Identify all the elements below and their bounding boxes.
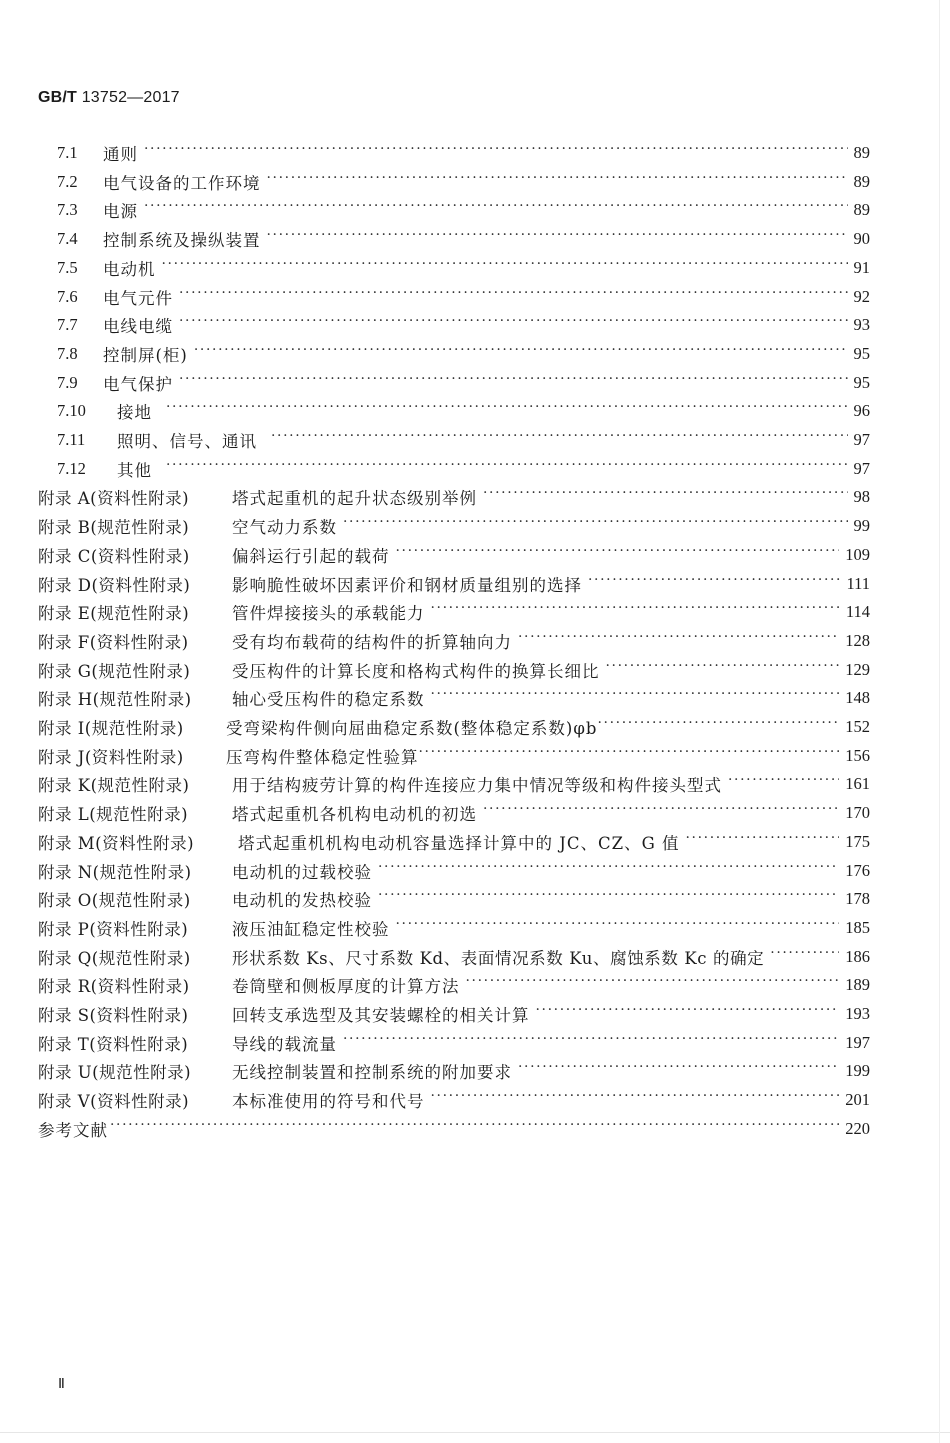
appendix-label: 附录 I(规范性附录) [38, 719, 184, 738]
toc-entry[interactable] [0, 168, 870, 196]
page-number: 89 [853, 143, 870, 162]
section-number: 7.10 [57, 401, 86, 421]
page-number: 97 [853, 430, 870, 449]
appendix-label: 附录 O(规范性附录) [38, 891, 191, 911]
appendix-label: 附录 H(规范性附录) [38, 690, 192, 710]
page-number: 97 [853, 458, 870, 478]
toc-entry[interactable] [0, 225, 870, 253]
appendix-label: 附录 B(规范性附录) [38, 518, 190, 538]
toc-entry-appendix-r[interactable] [0, 971, 870, 999]
leader-dots [179, 369, 848, 397]
appendix-label: 附录 G(规范性附录) [38, 661, 191, 681]
references-title: 参考文献 [38, 1120, 108, 1140]
appendix-title: 塔式起重机机构电动机容量选择计算中的 JC、CZ、G 值 [238, 833, 680, 853]
toc-entry-appendix-t[interactable] [0, 1029, 870, 1057]
leader-dots [343, 512, 848, 540]
section-number: 7.3 [57, 200, 78, 220]
toc-entry-appendix-m[interactable] [0, 828, 870, 856]
page-number: 90 [853, 229, 870, 249]
section-title: 电气设备的工作环境 [103, 173, 261, 193]
page-number: 96 [853, 401, 870, 421]
appendix-title: 塔式起重机的起升状态级别举例 [232, 489, 477, 509]
appendix-label: 附录 U(规范性附录) [38, 1063, 192, 1083]
page-number: 152 [845, 717, 870, 736]
page-number: 193 [845, 1004, 870, 1023]
toc-entry[interactable] [0, 254, 870, 282]
leader-dots [144, 196, 848, 224]
appendix-title: 用于结构疲劳计算的构件连接应力集中情况等级和构件接头型式 [232, 776, 722, 796]
standard-prefix: GB/T [38, 89, 78, 106]
appendix-title: 无线控制装置和控制系统的附加要求 [232, 1063, 512, 1083]
section-number: 7.2 [57, 171, 78, 191]
leader-dots [483, 799, 839, 827]
appendix-label: 附录 J(资料性附录) [38, 747, 184, 767]
appendix-label: 附录 T(资料性附录) [38, 1034, 189, 1054]
toc-entry-appendix-k[interactable] [0, 770, 870, 798]
toc-entry-appendix-h[interactable] [0, 684, 870, 712]
leader-dots [267, 225, 848, 253]
page-number: 199 [845, 1061, 870, 1081]
appendix-title: 偏斜运行引起的载荷 [232, 546, 390, 566]
appendix-label: 附录 F(资料性附录) [38, 632, 189, 652]
toc-entry-appendix-c[interactable] [0, 541, 870, 569]
section-title: 照明、信号、通讯 [117, 432, 257, 451]
leader-dots [588, 570, 840, 598]
appendix-title: 受压构件的计算长度和格构式构件的换算长细比 [232, 661, 600, 681]
section-title: 电源 [103, 202, 138, 222]
leader-dots [598, 713, 840, 741]
leader-dots [536, 1000, 840, 1028]
page-number: 201 [845, 1090, 870, 1110]
toc-entry-appendix-f[interactable] [0, 627, 870, 655]
toc-entry-appendix-e[interactable] [0, 598, 870, 626]
section-number: 7.4 [57, 229, 78, 249]
page-number: 175 [845, 831, 870, 851]
toc-entry-appendix-g[interactable] [0, 656, 870, 684]
page-number: 89 [853, 200, 870, 220]
page-number: 95 [853, 343, 870, 363]
appendix-label: 附录 E(规范性附录) [38, 604, 190, 624]
toc-entry[interactable] [0, 369, 870, 397]
page-number: 129 [845, 659, 870, 679]
document-header [38, 89, 180, 107]
toc-entry-appendix-b[interactable] [0, 512, 870, 540]
toc-entry[interactable] [0, 283, 870, 311]
page-number: 170 [845, 803, 870, 823]
leader-dots [518, 1057, 839, 1085]
appendix-title: 电动机的发热校验 [232, 891, 372, 911]
toc-entry-appendix-l[interactable] [0, 799, 870, 827]
section-title: 电动机 [103, 259, 156, 279]
section-title: 接地 [117, 403, 152, 423]
leader-dots [179, 311, 848, 339]
page-number: 178 [845, 889, 870, 909]
section-title: 电线电缆 [103, 317, 173, 337]
leader-dots [271, 426, 848, 454]
appendix-title: 管件焊接接头的承载能力 [232, 604, 425, 624]
page-number: 92 [853, 286, 870, 306]
page-number: 95 [853, 372, 870, 392]
page-right-edge [939, 0, 940, 1443]
section-number: 7.9 [57, 372, 78, 392]
page-number: 91 [853, 257, 870, 277]
page-number: 220 [845, 1118, 870, 1138]
page-number: 128 [845, 630, 870, 650]
section-number: 7.1 [57, 143, 78, 162]
appendix-title: 液压油缸稳定性校验 [232, 919, 390, 939]
appendix-title: 电动机的过载校验 [232, 862, 372, 882]
leader-dots [728, 770, 839, 798]
appendix-label: 附录 V(资料性附录) [38, 1092, 190, 1112]
toc-entry-appendix-q[interactable] [0, 943, 870, 971]
leader-dots [686, 828, 840, 856]
appendix-title: 回转支承选型及其安装螺栓的相关计算 [232, 1006, 530, 1025]
section-number: 7.6 [57, 286, 78, 306]
appendix-title: 空气动力系数 [232, 518, 337, 538]
appendix-label: 附录 Q(规范性附录) [38, 948, 191, 968]
section-number: 7.12 [57, 458, 86, 478]
leader-dots [431, 684, 840, 712]
appendix-title: 卷筒壁和侧板厚度的计算方法 [232, 977, 460, 997]
leader-dots [166, 455, 848, 483]
leader-dots [166, 397, 848, 425]
page-number: 189 [845, 975, 870, 995]
appendix-title: 受弯梁构件侧向屈曲稳定系数(整体稳定系数)φb [226, 719, 598, 738]
toc-entry[interactable] [0, 426, 870, 454]
toc-entry-appendix-p[interactable] [0, 914, 870, 942]
section-title: 通则 [103, 145, 138, 164]
appendix-title: 本标准使用的符号和代号 [232, 1092, 425, 1112]
leader-dots [267, 168, 848, 196]
leader-dots [396, 541, 840, 569]
appendix-label: 附录 L(规范性附录) [38, 805, 189, 825]
leader-dots [606, 656, 840, 684]
toc-entry[interactable] [0, 340, 870, 368]
appendix-title: 压弯构件整体稳定性验算 [226, 747, 419, 767]
toc-entry-appendix-n[interactable] [0, 857, 870, 885]
appendix-title: 轴心受压构件的稳定系数 [232, 690, 425, 710]
leader-dots [431, 1086, 840, 1114]
page-number: 185 [845, 917, 870, 937]
page-number: 161 [845, 774, 870, 794]
appendix-title: 影响脆性破坏因素评价和钢材质量组别的选择 [232, 575, 582, 595]
toc-entry-appendix-v[interactable] [0, 1086, 870, 1114]
page-number: 99 [853, 516, 870, 536]
page-number: 176 [845, 860, 870, 880]
leader-dots [466, 971, 840, 999]
appendix-label: 附录 C(资料性附录) [38, 546, 190, 566]
appendix-title: 受有均布载荷的结构件的折算轴向力 [232, 632, 512, 652]
toc-entry-appendix-u[interactable] [0, 1057, 870, 1085]
appendix-title: 形状系数 Ks、尺寸系数 Kd、表面情况系数 Ku、腐蚀系数 Kc 的确定 [232, 948, 765, 968]
leader-dots [770, 943, 839, 971]
toc-entry-references[interactable] [0, 1115, 870, 1143]
section-number: 7.7 [57, 315, 78, 335]
appendix-title: 导线的载流量 [232, 1034, 337, 1054]
toc-entry-appendix-j[interactable] [0, 742, 870, 770]
page-footer-number: Ⅱ [58, 1377, 65, 1392]
toc-entry-appendix-i[interactable] [0, 713, 870, 741]
leader-dots [378, 857, 839, 885]
section-number: 7.8 [57, 343, 78, 363]
section-title: 电气元件 [103, 288, 173, 308]
leader-dots [419, 742, 840, 770]
appendix-label: 附录 N(规范性附录) [38, 862, 192, 882]
toc-entry-appendix-d[interactable] [0, 570, 870, 598]
leader-dots [144, 139, 848, 167]
page-number: 111 [846, 573, 870, 593]
leader-dots [396, 914, 840, 942]
page-number: 98 [853, 487, 870, 507]
leader-dots [518, 627, 839, 655]
leader-dots [378, 885, 839, 913]
leader-dots [194, 340, 848, 368]
toc-entry[interactable] [0, 196, 870, 224]
leader-dots [162, 254, 848, 282]
page-number: 186 [845, 946, 870, 966]
page-number: 114 [845, 602, 870, 622]
page-number: 89 [853, 171, 870, 191]
appendix-label: 附录 P(资料性附录) [38, 919, 189, 939]
page-number: 197 [845, 1032, 870, 1052]
leader-dots [343, 1029, 839, 1057]
leader-dots [179, 283, 848, 311]
page-number: 93 [853, 315, 870, 335]
appendix-label: 附录 A(资料性附录) [38, 489, 190, 509]
appendix-label: 附录 S(资料性附录) [38, 1006, 189, 1025]
section-number: 7.11 [57, 430, 86, 449]
appendix-label: 附录 M(资料性附录) [38, 833, 195, 853]
page-number: 109 [845, 544, 870, 564]
leader-dots [110, 1115, 839, 1143]
page-bottom-edge [0, 1432, 950, 1433]
section-title: 电气保护 [103, 374, 173, 394]
toc-entry[interactable] [0, 455, 870, 483]
page-number: 148 [845, 688, 870, 708]
page-number: 156 [845, 745, 870, 765]
appendix-title: 塔式起重机各机构电动机的初选 [232, 805, 477, 825]
toc-entry-appendix-a[interactable] [0, 483, 870, 511]
section-title: 控制系统及操纵装置 [103, 231, 261, 251]
toc-entry[interactable] [0, 139, 870, 167]
section-title: 其他 [117, 460, 152, 480]
appendix-label: 附录 R(资料性附录) [38, 977, 190, 997]
leader-dots [483, 483, 848, 511]
toc-entry-appendix-o[interactable] [0, 885, 870, 913]
section-title: 控制屏(柜) [103, 345, 188, 365]
appendix-label: 附录 K(规范性附录) [38, 776, 190, 796]
toc-entry[interactable] [0, 397, 870, 425]
toc-entry-appendix-s[interactable] [0, 1000, 870, 1028]
appendix-label: 附录 D(资料性附录) [38, 575, 191, 595]
toc-entry[interactable] [0, 311, 870, 339]
leader-dots [431, 598, 840, 626]
standard-number: 13752—2017 [81, 89, 180, 106]
section-number: 7.5 [57, 257, 78, 277]
